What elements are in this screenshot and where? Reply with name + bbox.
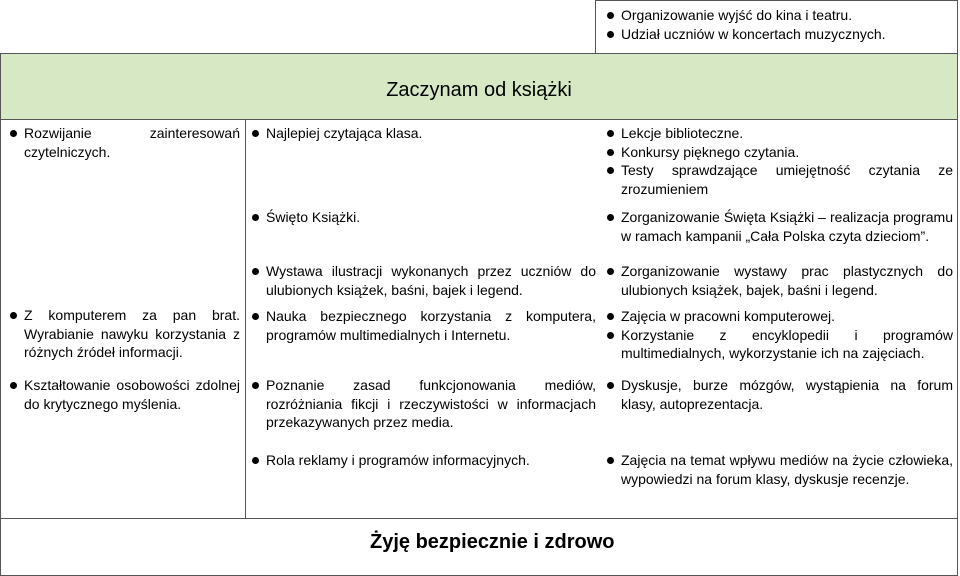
methods-cell — [603, 262, 953, 363]
list-item: Testy sprawdzające umiejętność czytania ze zrozumieniem — [603, 161, 953, 198]
list-item: Poznanie zasad funkcjonowania mediów, rozróżniania fikcji i rzeczywistości w informacjach przekazywanych przez media. — [248, 376, 596, 432]
methods-cell — [603, 451, 953, 488]
list-item: Konkursy pięknego czytania. — [603, 143, 953, 162]
table-border — [0, 518, 958, 519]
list-item: Wystawa ilustracji wykonanych przez uczniów do ulubionych książek, baśni, bajek i legend. — [248, 262, 596, 299]
list-item: Z komputerem za pan brat. Wyrabianie nawyku korzystania z różnych źródeł informacji. — [6, 306, 240, 362]
table-border — [0, 53, 1, 576]
goal-cell — [6, 306, 240, 362]
forms-cell — [248, 208, 588, 227]
table-border — [595, 0, 958, 1]
forms-cell — [248, 124, 588, 143]
list-item: Najlepiej czytająca klasa. — [248, 124, 588, 143]
list-item: Zorganizowanie Święta Książki – realizacja programu w ramach kampanii „Cała Polska czyta dzieciom”. — [603, 208, 953, 245]
list-item: Zorganizowanie wystawy prac plastycznych do ulubionych książek, bajek, baśni i legend. — [603, 262, 953, 299]
methods-cell — [603, 376, 953, 413]
forms-cell — [248, 376, 596, 432]
list-item: Nauka bezpiecznego korzystania z komputera, programów multimedialnych i Internetu. — [248, 307, 596, 344]
list-item: Święto Książki. — [248, 208, 588, 227]
methods-cell — [603, 124, 953, 198]
list-item: Rozwijanie zainteresowań czytelniczych. — [6, 124, 240, 161]
list-item: Kształtowanie osobowości zdolnej do krytycznego myślenia. — [6, 376, 240, 413]
list-item: Korzystanie z encyklopedii i programów multimedialnych, wykorzystanie ich na zajęciach. — [603, 326, 953, 363]
forms-cell — [248, 451, 596, 470]
top-list — [603, 6, 953, 43]
section-title: Zaczynam od książki — [386, 79, 572, 101]
list-item: Zajęcia na temat wpływu mediów na życie człowieka, wypowiedzi na forum klasy, dyskusje recenzje. — [603, 451, 953, 488]
table-border — [0, 119, 958, 120]
footer-section-title: Żyję bezpiecznie i zdrowo — [370, 531, 615, 553]
table-border — [245, 119, 246, 519]
list-item: Lekcje biblioteczne. — [603, 124, 953, 143]
list-item: Udział uczniów w koncertach muzycznych. — [603, 25, 953, 44]
table-border — [595, 0, 596, 54]
forms-cell — [248, 262, 596, 344]
methods-cell — [603, 208, 953, 245]
table-border — [0, 53, 958, 54]
list-item: Dyskusje, burze mózgów, wystąpienia na forum klasy, autoprezentacja. — [603, 376, 953, 413]
list-item: Rola reklamy i programów informacyjnych. — [248, 451, 596, 470]
goal-cell — [6, 124, 240, 161]
list-item: Zajęcia w pracowni komputerowej. — [603, 307, 953, 326]
goal-cell — [6, 376, 240, 413]
list-item: Organizowanie wyjść do kina i teatru. — [603, 6, 953, 25]
